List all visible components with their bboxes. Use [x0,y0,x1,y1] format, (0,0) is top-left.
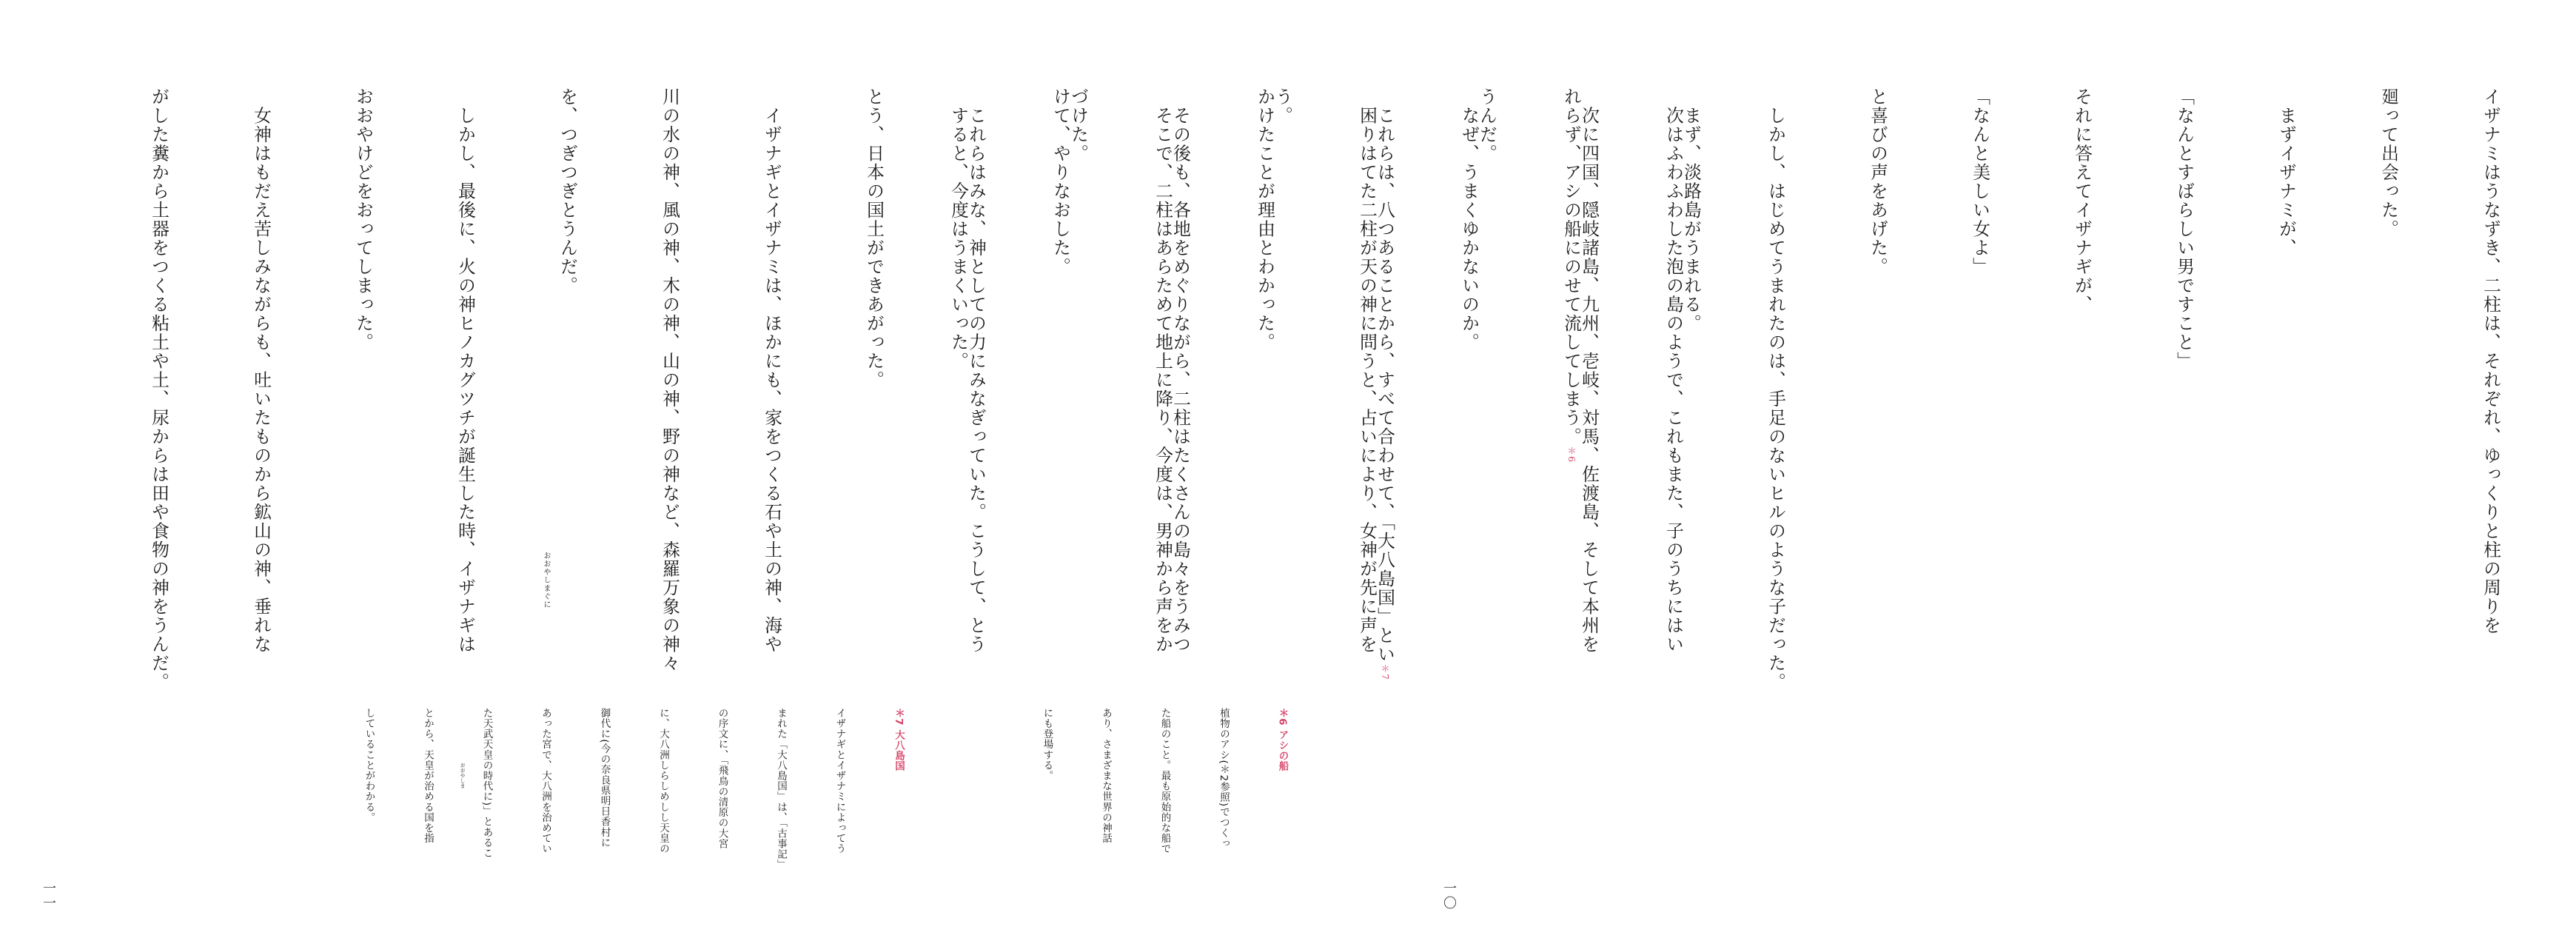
footnote-ref-7[interactable]: ＊7 [1380,663,1390,681]
text-line: 次はふわふわした泡の島のようで、これもまた、子のうちにはい [1663,87,1684,654]
footnote-heading: ＊7 大八島国 [893,708,905,771]
text-line: けて、やりなおした。 [1050,87,1071,276]
text-line: イザナギとイザナミは、ほかにも、家をつくる石や土の神、海や [762,87,782,654]
text-line: その後も、各地をめぐりながら、二柱はたくさんの島々をうみつ [1170,87,1191,654]
footnote-7 [320,708,947,870]
footnote-line: していることがわかる。 [363,708,375,823]
footnote-line: の序文に、「飛鳥の清原の大宮 [716,708,728,849]
left-body-text [74,87,1777,691]
text-line: とう、日本の国土ができあがった。 [864,87,885,389]
text-line: 川の水の神、風の神、木の神、山の神、野の神など、森羅万象の神々 [660,87,680,673]
text-line: を、つぎつぎとうんだ。 [557,87,578,295]
footnote-line: た天武天皇の時代に)」とあるこ [480,708,493,859]
text-line: これらはみな、神としての力にみなぎっていた。こうして、とう [966,87,987,654]
text-line: なぜ、うまくゆかないのか。 [1459,87,1480,352]
text-line: かけたことが理由とわかった。 [1255,87,1275,352]
text-line: 次に四国、隠岐諸島、九州、壱岐、対馬、佐渡島、そして本州を [1579,87,1600,654]
footnote-line: イザナギとイザナミによってう [833,708,846,854]
footnote-line: あった宮で、大八洲を治めてい [540,708,551,854]
text-line: すると、今度はうまくいった。 [948,87,969,371]
text-line: うんだ。 [1477,87,1497,163]
footnote-line: まれた「大八島国」は、「古事記」 [775,708,787,870]
footnote-line: 御代に(今の奈良県明日香村に [598,708,611,848]
text-line: 廻って出会った。 [2378,87,2399,238]
text-line: がした糞から土器をつくる粘土や土、尿からは田や食物の神をうんだ。 [149,87,170,691]
ruby-ooyashima: おおやしま [460,763,466,788]
text-line-body: これらは、八つあることから、すべて合わせて、「大八島国」とい [1375,87,1395,664]
text-line: おおやけどをおってしまった。 [353,87,374,352]
footnote-line: に、大八洲しらしめしし天皇の [657,708,669,854]
footnote-ref-6[interactable]: ＊6 [1566,446,1577,463]
text-line: う。 [1272,87,1293,125]
text-line-body: れらず、アシの船にのせて流してしまう。 [1561,87,1582,446]
text-line: まずイザナミが、 [2276,87,2297,258]
footnote-line: 植物のアシ(＊2参照)でつくっ [1218,708,1230,849]
page-number: 一一 [41,881,56,911]
text-line: それに答えてイザナギが、 [2072,87,2093,314]
text-line: まず、淡路島がうまれる。 [1681,87,1702,333]
text-line: づけた。 [1068,87,1089,163]
text-line [1368,87,1402,691]
footnote-line: た船のこと。最も原始的な船で [1158,708,1171,854]
text-line: しかし、はじめてうまれたのは、手足のないヒルのような子だった。 [1765,87,1786,691]
text-line: しかし、最後に、火の神ヒノカグツチが誕生した時、イザナギは [455,87,476,654]
page-number: 一〇 [1441,881,1457,911]
text-line: そこで、二柱はあらためて地上に降り、今度は、男神から声をか [1153,87,1173,654]
text-line: 「なんとすばらしい男ですこと」 [2174,87,2195,371]
footnote-line: とから、天皇が治める国を指 [422,708,434,844]
ruby-ooyashimaguni: おおやしまぐに [542,552,550,609]
footnote-heading: ＊6 アシの船 [1276,708,1289,771]
text-line: 困りはてた二柱が天の神に問うと、占いにより、女神が先に声を [1357,87,1378,654]
text-line: 「なんと美しい女よ」 [1970,87,1990,276]
footnote-line: にも登場する。 [1041,708,1053,781]
text-line: と喜びの声をあげた。 [1868,87,1888,276]
footnote-line: あり、さまざまな世界の神話 [1100,708,1112,844]
footnote-6 [998,708,1332,854]
text-line: 女神はもだえ苦しみながらも、吐いたものから鉱山の神、垂れな [251,87,272,654]
text-line: イザナミはうなずき、二柱は、それぞれ、ゆっくりと柱の周りを [2481,87,2501,635]
